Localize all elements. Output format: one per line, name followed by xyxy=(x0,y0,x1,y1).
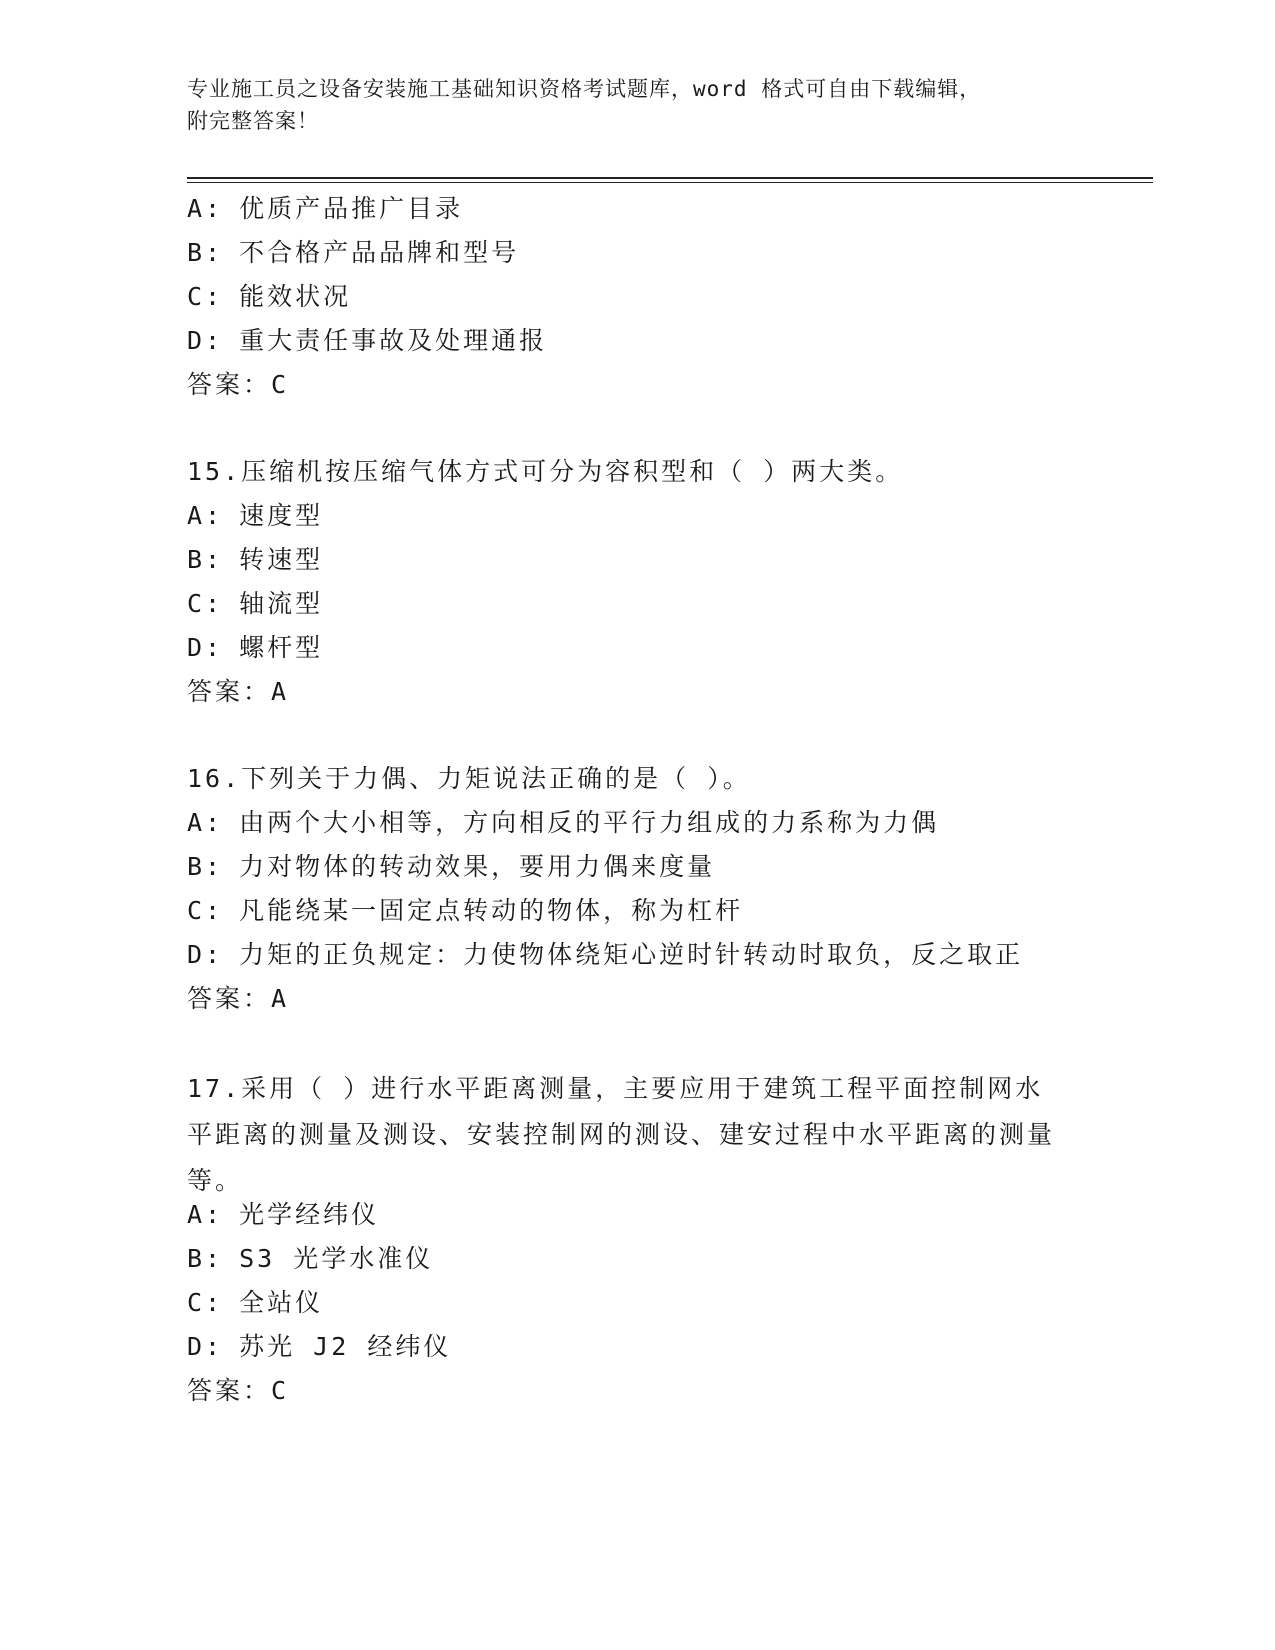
q17-option-b: B: S3 光学水准仪 xyxy=(187,1244,434,1273)
header-line-1: 专业施工员之设备安装施工基础知识资格考试题库，word 格式可自由下载编辑， xyxy=(187,77,982,101)
q14-option-a: A: 优质产品推广目录 xyxy=(187,194,464,223)
q14-answer: 答案：C xyxy=(187,370,290,399)
q14-option-d: D: 重大责任事故及处理通报 xyxy=(187,326,548,355)
header-divider-thin xyxy=(187,182,1153,183)
q16-option-c: C: 凡能绕某一固定点转动的物体，称为杠杆 xyxy=(187,896,744,925)
q16-answer: 答案：A xyxy=(187,984,290,1013)
q15-option-b: B: 转速型 xyxy=(187,545,324,574)
q14-option-b: B: 不合格产品品牌和型号 xyxy=(187,238,520,267)
q16-option-b: B: 力对物体的转动效果，要用力偶来度量 xyxy=(187,852,716,881)
q15-option-d: D: 螺杆型 xyxy=(187,633,324,662)
q15-answer: 答案：A xyxy=(187,677,290,706)
header-line-2: 附完整答案！ xyxy=(187,109,319,133)
q17-option-a: A: 光学经纬仪 xyxy=(187,1200,380,1229)
q14-option-c: C: 能效状况 xyxy=(187,282,352,311)
q17-option-c: C: 全站仪 xyxy=(187,1288,324,1317)
q16-option-d: D: 力矩的正负规定：力使物体绕矩心逆时针转动时取负，反之取正 xyxy=(187,940,1024,969)
q16-question: 16.下列关于力偶、力矩说法正确的是（ ）。 xyxy=(187,764,751,793)
q15-question: 15.压缩机按压缩气体方式可分为容积型和（ ）两大类。 xyxy=(187,457,904,486)
q16-option-a: A: 由两个大小相等，方向相反的平行力组成的力系称为力偶 xyxy=(187,808,940,837)
document-header xyxy=(187,73,1087,137)
q15-option-a: A: 速度型 xyxy=(187,501,324,530)
q15-option-c: C: 轴流型 xyxy=(187,589,324,618)
q17-question: 17.采用（ ）进行水平距离测量，主要应用于建筑工程平面控制网水平距离的测量及测设、安装控制网的测设、建安过程中水平距离的测量等。 xyxy=(187,1074,1056,1195)
q17-answer: 答案：C xyxy=(187,1376,290,1405)
header-divider-thick xyxy=(187,177,1153,179)
q17-option-d: D: 苏光 J2 经纬仪 xyxy=(187,1332,452,1361)
